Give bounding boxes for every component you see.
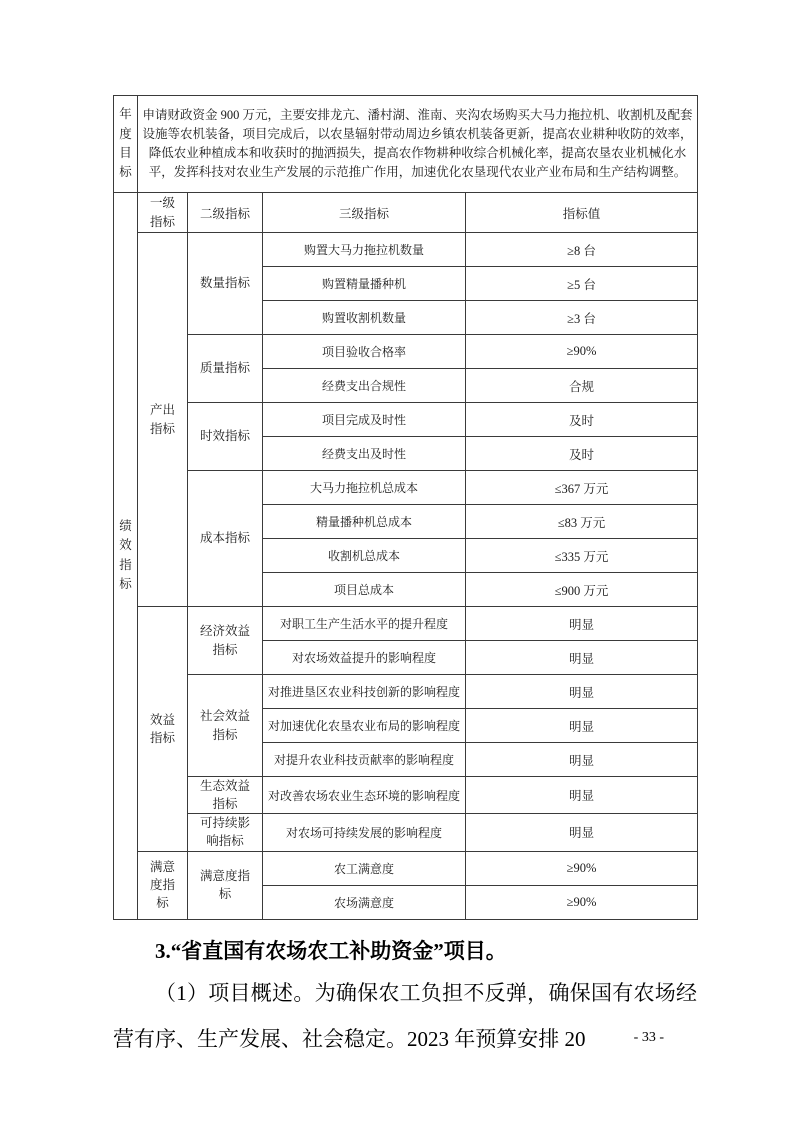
table-row bbox=[114, 777, 698, 814]
value-cell: ≤367 万元 bbox=[466, 471, 698, 505]
value-cell: ≤83 万元 bbox=[466, 505, 698, 539]
level2-satisfaction: 满意度指标 bbox=[188, 851, 263, 919]
level1-benefit: 效益指标 bbox=[138, 607, 188, 852]
level2-ecological: 生态效益指标 bbox=[188, 777, 263, 814]
table-row bbox=[114, 403, 698, 437]
indicator-cell: 购置收割机数量 bbox=[263, 301, 466, 335]
performance-label: 绩效指标 bbox=[114, 193, 138, 920]
indicator-cell: 对职工生产生活水平的提升程度 bbox=[263, 607, 466, 641]
table-row bbox=[114, 607, 698, 641]
value-cell: 明显 bbox=[466, 777, 698, 814]
indicator-cell: 项目验收合格率 bbox=[263, 335, 466, 369]
level2-timeliness: 时效指标 bbox=[188, 403, 263, 471]
indicator-cell: 项目完成及时性 bbox=[263, 403, 466, 437]
section-paragraph: （1）项目概述。为确保农工负担不反弹，确保国有农场经营有序、生产发展、社会稳定。2023 年预算安排 20 bbox=[113, 980, 697, 1051]
indicator-cell: 项目总成本 bbox=[263, 573, 466, 607]
indicator-cell: 对农场可持续发展的影响程度 bbox=[263, 814, 466, 851]
table-row bbox=[114, 851, 698, 885]
level2-quantity: 数量指标 bbox=[188, 233, 263, 335]
value-cell: 明显 bbox=[466, 709, 698, 743]
table-row bbox=[114, 814, 698, 851]
performance-indicator-table bbox=[113, 95, 698, 920]
indicator-cell: 农场满意度 bbox=[263, 885, 466, 919]
table-row bbox=[114, 335, 698, 369]
header-value: 指标值 bbox=[466, 193, 698, 233]
level2-economic: 经济效益指标 bbox=[188, 607, 263, 675]
table-header-row bbox=[114, 193, 698, 233]
value-cell: 明显 bbox=[466, 607, 698, 641]
value-cell: 明显 bbox=[466, 641, 698, 675]
value-cell: 合规 bbox=[466, 369, 698, 403]
table-row bbox=[114, 233, 698, 267]
table-row bbox=[114, 471, 698, 505]
section-heading: 3.“省直国有农场农工补助资金”项目。 bbox=[155, 938, 507, 963]
value-cell: ≥90% bbox=[466, 851, 698, 885]
indicator-cell: 对改善农场农业生态环境的影响程度 bbox=[263, 777, 466, 814]
level1-satisfaction: 满意度指标 bbox=[138, 851, 188, 919]
indicator-cell: 精量播种机总成本 bbox=[263, 505, 466, 539]
value-cell: 及时 bbox=[466, 403, 698, 437]
indicator-cell: 对推进垦区农业科技创新的影响程度 bbox=[263, 675, 466, 709]
indicator-cell: 购置大马力拖拉机数量 bbox=[263, 233, 466, 267]
value-cell: 明显 bbox=[466, 814, 698, 851]
header-level2: 二级指标 bbox=[188, 193, 263, 233]
value-cell: 及时 bbox=[466, 437, 698, 471]
level2-quality: 质量指标 bbox=[188, 335, 263, 403]
value-cell: ≥90% bbox=[466, 885, 698, 919]
header-level1: 一级指标 bbox=[138, 193, 188, 233]
indicator-cell: 经费支出合规性 bbox=[263, 369, 466, 403]
value-cell: 明显 bbox=[466, 743, 698, 777]
table-row bbox=[114, 675, 698, 709]
annual-goal-row bbox=[114, 96, 698, 193]
page-number: - 33 - bbox=[633, 1030, 664, 1045]
value-cell: ≥3 台 bbox=[466, 301, 698, 335]
indicator-cell: 农工满意度 bbox=[263, 851, 466, 885]
value-cell: ≤335 万元 bbox=[466, 539, 698, 573]
level2-cost: 成本指标 bbox=[188, 471, 263, 607]
value-cell: ≤900 万元 bbox=[466, 573, 698, 607]
indicator-cell: 收割机总成本 bbox=[263, 539, 466, 573]
indicator-cell: 对农场效益提升的影响程度 bbox=[263, 641, 466, 675]
page-content bbox=[113, 95, 697, 1062]
annual-goal-label: 年度目标 bbox=[114, 96, 138, 193]
value-cell: ≥8 台 bbox=[466, 233, 698, 267]
header-level3: 三级指标 bbox=[263, 193, 466, 233]
level1-output: 产出指标 bbox=[138, 233, 188, 607]
value-cell: ≥5 台 bbox=[466, 267, 698, 301]
level2-sustainable: 可持续影响指标 bbox=[188, 814, 263, 851]
indicator-cell: 对加速优化农垦农业布局的影响程度 bbox=[263, 709, 466, 743]
indicator-cell: 对提升农业科技贡献率的影响程度 bbox=[263, 743, 466, 777]
value-cell: ≥90% bbox=[466, 335, 698, 369]
indicator-cell: 经费支出及时性 bbox=[263, 437, 466, 471]
value-cell: 明显 bbox=[466, 675, 698, 709]
indicator-cell: 购置精量播种机 bbox=[263, 267, 466, 301]
indicator-cell: 大马力拖拉机总成本 bbox=[263, 471, 466, 505]
annual-goal-text: 申请财政资金 900 万元，主要安排龙亢、潘村湖、淮南、夹沟农场购买大马力拖拉机、收割机及配套设施等农机装备，项目完成后，以农垦辐射带动周边乡镇农机装备更新，提高农业耕种收防的效率，降低农业种植成本和收获时的抛洒损失，提高农作物耕种收综合机械化率，提高农垦农业机械化水平，发挥科技对农业生产发展的示范推广作用，加速优化农垦现代农业产业布局和生产结构调整。 bbox=[138, 96, 698, 193]
level2-social: 社会效益指标 bbox=[188, 675, 263, 777]
